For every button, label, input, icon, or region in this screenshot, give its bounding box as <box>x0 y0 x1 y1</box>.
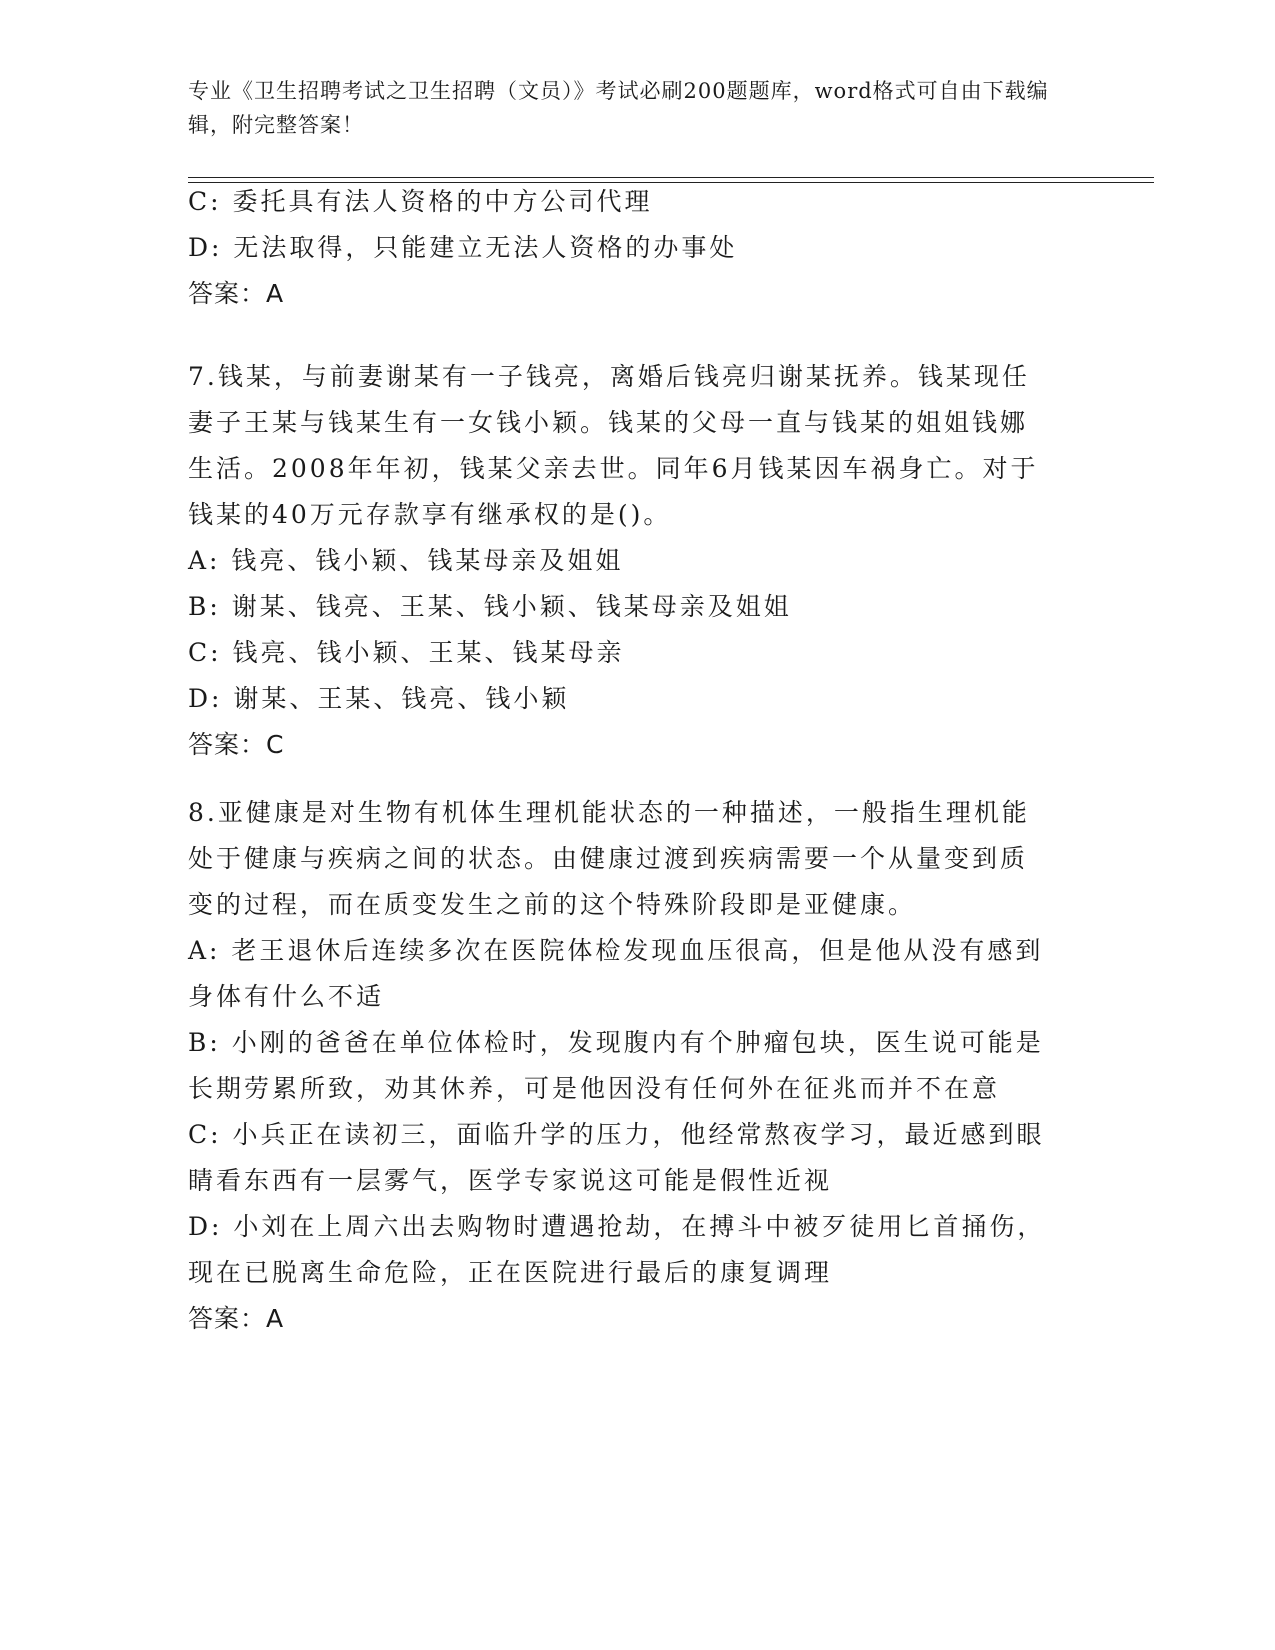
header-text: 专业《卫生招聘考试之卫生招聘（文员）》考试必刷200题题库，word格式可自由下载编辑，附完整答案！ <box>188 79 1049 137</box>
q8-option-a-line: 身体有什么不适 <box>188 982 385 1011</box>
q8-stem-line: 处于健康与疾病之间的状态。由健康过渡到疾病需要一个从量变到质 <box>188 844 1029 873</box>
question-7 <box>188 354 1088 768</box>
q7-option-d: D: 谢某、王某、钱亮、钱小颖 <box>188 684 570 713</box>
q8-option-a-line: A: 老王退休后连续多次在医院体检发现血压很高，但是他从没有感到 <box>188 936 1044 965</box>
q8-option-b-line: B: 小刚的爸爸在单位体检时，发现腹内有个肿瘤包块，医生说可能是 <box>188 1028 1044 1057</box>
q8-option-c-line: C: 小兵正在读初三，面临升学的压力，他经常熬夜学习，最近感到眼 <box>188 1120 1045 1149</box>
q8-stem-line: 变的过程，而在质变发生之前的这个特殊阶段即是亚健康。 <box>188 890 917 919</box>
q8-answer: 答案：A <box>188 1304 285 1333</box>
q7-answer: 答案：C <box>188 730 285 759</box>
q8-option-d-line: 现在已脱离生命危险，正在医院进行最后的康复调理 <box>188 1258 833 1287</box>
q7-option-b: B: 谢某、钱亮、王某、钱小颖、钱某母亲及姐姐 <box>188 592 792 621</box>
header-divider-top <box>188 177 1154 178</box>
question-6-tail <box>188 179 1088 317</box>
q8-option-b-line: 长期劳累所致，劝其休养，可是他因没有任何外在征兆而并不在意 <box>188 1074 1001 1103</box>
q7-stem-line: 生活。2008年年初，钱某父亲去世。同年6月钱某因车祸身亡。对于 <box>188 454 1039 483</box>
q6-answer: 答案：A <box>188 279 285 308</box>
q7-option-a: A: 钱亮、钱小颖、钱某母亲及姐姐 <box>188 546 624 575</box>
question-8 <box>188 790 1088 1342</box>
q7-stem-line: 钱某的40万元存款享有继承权的是()。 <box>188 500 672 529</box>
q7-option-c: C: 钱亮、钱小颖、王某、钱某母亲 <box>188 638 625 667</box>
q8-stem-line: 8.亚健康是对生物有机体生理机能状态的一种描述，一般指生理机能 <box>188 798 1030 827</box>
q7-stem-line: 妻子王某与钱某生有一女钱小颖。钱某的父母一直与钱某的姐姐钱娜 <box>188 408 1029 437</box>
q8-option-c-line: 睛看东西有一层雾气，医学专家说这可能是假性近视 <box>188 1166 833 1195</box>
q6-option-c: C: 委托具有法人资格的中方公司代理 <box>188 187 653 216</box>
q7-stem-line: 7.钱某，与前妻谢某有一子钱亮，离婚后钱亮归谢某抚养。钱某现任 <box>188 362 1030 391</box>
page-header <box>188 74 1068 142</box>
q8-option-d-line: D: 小刘在上周六出去购物时遭遇抢劫，在搏斗中被歹徒用匕首捅伤， <box>188 1212 1046 1241</box>
q6-option-d: D: 无法取得，只能建立无法人资格的办事处 <box>188 233 738 262</box>
